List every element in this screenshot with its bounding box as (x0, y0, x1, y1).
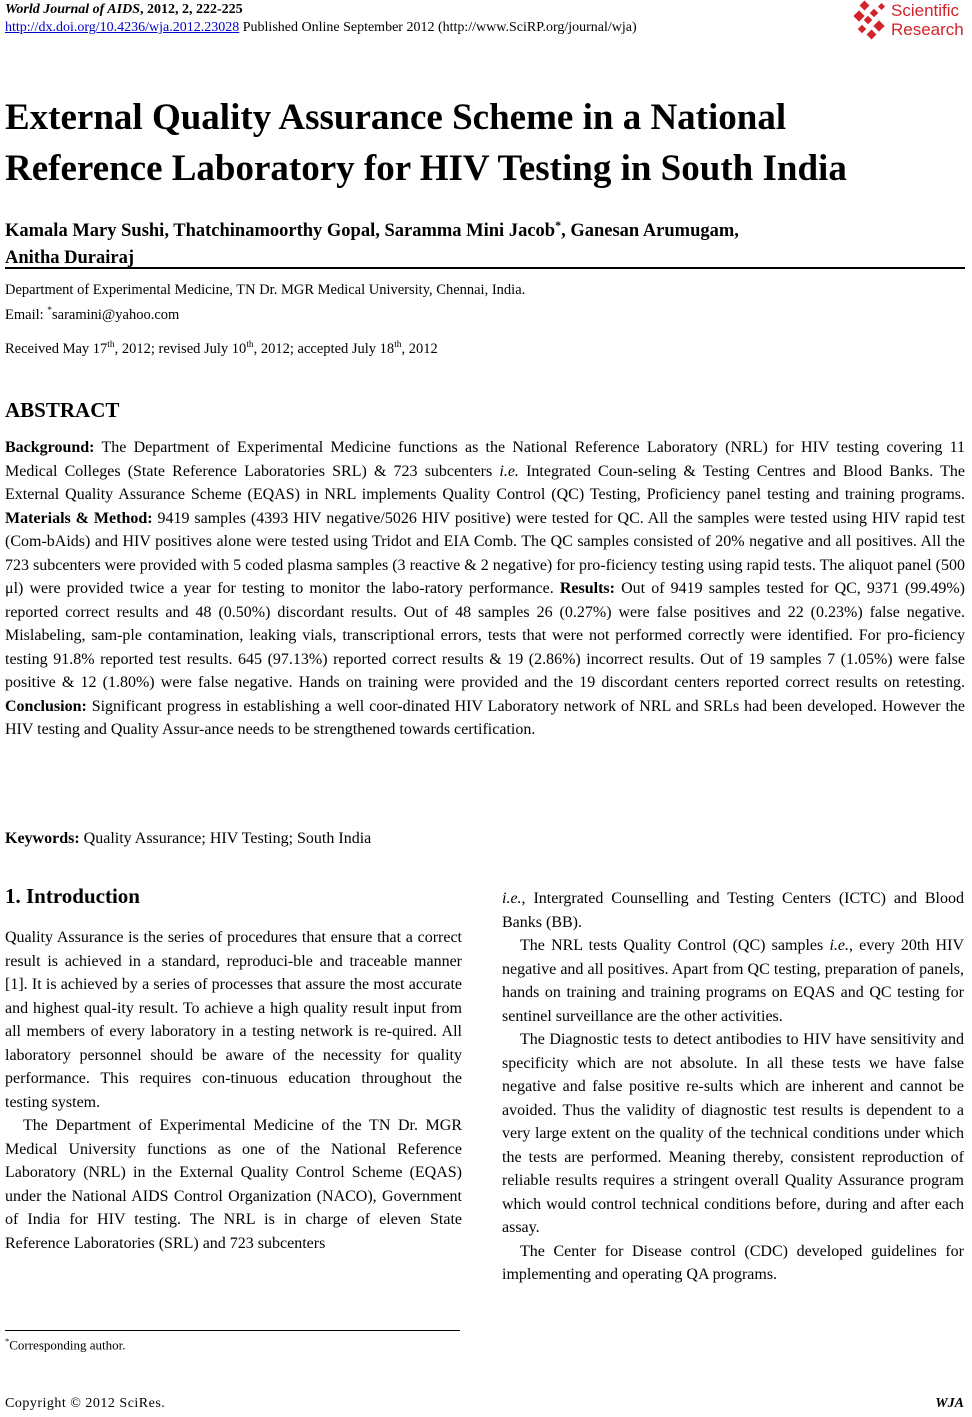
email-star: * (47, 306, 52, 316)
logo-line-scientific: Scientific (891, 1, 960, 20)
doi-link[interactable]: http://dx.doi.org/10.4236/wja.2012.23028 (5, 20, 240, 35)
logo-line-research: Research (891, 20, 964, 39)
doi-line (5, 20, 637, 36)
journal-citation (5, 2, 243, 18)
keywords-text: Quality Assurance; HIV Testing; South India (79, 830, 372, 847)
corresponding-star: * (555, 218, 562, 232)
keywords-label: Keywords: (5, 830, 80, 847)
intro-paragraph-3 (502, 887, 964, 934)
title-line-1: External Quality Assurance Scheme in a National (5, 97, 787, 138)
paper-title (5, 92, 945, 194)
abstract-heading: ABSTRACT (5, 398, 120, 422)
keywords (5, 830, 371, 848)
authors-line-1 (5, 212, 955, 245)
intro-paragraph-2: The Department of Experimental Medicine of the TN Dr. MGR Medical University functions as one of the National Reference Laboratory (NRL) in the External Quality Control Scheme (EQAS) under the National AIDS Control Organization (NACO), Government of India for HIV testing. The NRL is in charge of eleven State Reference Laboratories (SRL) and 723 subcenters (5, 1117, 462, 1252)
footnote-divider (5, 1330, 460, 1331)
volume-info: , 2012, 2, 222-225 (139, 2, 243, 17)
background-text-1: The Department of Experimental Medicine functions as the National Reference Laboratory (NRL) for HIV testing covering 11 Medical Colleges (State Reference Laboratories SRL) & 723 subcenters (5, 439, 965, 480)
results-label: Results: (559, 580, 615, 597)
year: , 2012 (401, 340, 438, 357)
accepted-date: , 2012; accepted July 18 (253, 340, 395, 357)
results-text: Out of 9419 samples tested for QC, 9371 (99.49%) reported correct results and 48 (0.50%) discordant results. Out of 48 samples 26 (0.27%) were false positives and 22 (0.23%) false negative. Mislabeling, sam-ple contamination, leaking vials, transcriptional errors, tests that were not performed correctly were identified. For pro-ficiency testing 91.8% reported test results. 645 (97.13%) reported correct results & 19 (2.86%) incorrect results. Out of 19 samples 7 (1.05%) were false positive & 12 (1.80%) were false negative. Hands on training were provided and the 19 discordant centers reported correct results on retesting. (5, 580, 966, 691)
published-online: Published Online September 2012 (http://www.SciRP.org/journal/wja) (239, 20, 637, 35)
para4-text-1: The NRL tests Quality Control (QC) samples (520, 937, 830, 954)
intro-paragraph-4 (502, 934, 964, 1028)
footnote (5, 1336, 125, 1353)
footnote-star: * (5, 1336, 10, 1346)
department: Department of Experimental Medicine, TN Dr. MGR Medical University, Chennai, India. (5, 282, 526, 298)
title-divider (5, 267, 965, 269)
authors-line-2: Anitha Durairaj (5, 248, 134, 269)
ie-italic: i.e. (502, 890, 522, 907)
email-line (5, 301, 525, 326)
ordinal-suffix: th (107, 340, 115, 350)
email-address[interactable]: saramini@yahoo.com (52, 306, 180, 323)
conclusion-text: Significant progress in establishing a well coor-dinated HIV Laboratory network of NRL and SRLs had been developed. However the HIV testing and Quality Assur-ance needs to be strengthened towards certification. (5, 697, 965, 738)
scirp-logo-icon (849, 0, 889, 42)
journal-name: World Journal of AIDS (5, 2, 140, 17)
ordinal-suffix: th (394, 340, 402, 350)
email-label: Email: (5, 306, 48, 323)
background-text-2: Integrated Coun-seling & Testing Centres and Blood Banks. The External Quality Assurance Scheme (EQAS) in NRL implements Quality Control (QC) Testing, Proficiency panel testing and training programs. (5, 462, 966, 503)
background-label: Background: (5, 439, 95, 456)
ordinal-suffix: th (246, 340, 254, 350)
intro-paragraph-1: Quality Assurance is the series of procedures that ensure that a correct result is achieved in a standard, reproduci-ble and traceable manner [1]. It is achieved by a series of processes that assure the most accurate and highest qual-ity result. To achieve a high quality result input from all members of every laboratory in a testing network is re-quired. All laboratory personnel should be aware of the necessity for quality performance. This requires con-tinuous education throughout the testing system. (5, 929, 462, 1111)
intro-paragraph-6: The Center for Disease control (CDC) developed guidelines for implementing and operating QA programs. (502, 1242, 964, 1283)
methods-label: Materials & Method: (5, 509, 153, 527)
received-date: Received May 17 (5, 340, 108, 357)
logo-text (891, 1, 964, 39)
conclusion-label: Conclusion: (5, 697, 87, 715)
right-column (502, 887, 964, 1287)
affiliation (5, 280, 525, 326)
para4-text-2: , every 20th HIV negative and all positives. Apart from QC testing, preparation of panels, hands on training and training programs on EQAS and QC testing for sentinel surveillance are the other activities. (502, 937, 964, 1025)
authors-part-2: , Ganesan Arumugam, (561, 221, 739, 242)
para3-text: , Intergrated Counselling and Testing Centers (ICTC) and Blood Banks (BB). (502, 890, 964, 931)
revised-date: , 2012; revised July 10 (114, 340, 247, 357)
author-list (5, 212, 955, 272)
title-line-2: Reference Laboratory for HIV Testing in South India (5, 148, 847, 189)
left-column (5, 926, 462, 1255)
section-heading-introduction: 1. Introduction (5, 884, 140, 908)
copyright: Copyright © 2012 SciRes. (5, 1396, 166, 1411)
publisher-logo (849, 0, 969, 42)
journal-abbreviation: WJA (935, 1396, 964, 1411)
footnote-text: Corresponding author. (9, 1337, 126, 1353)
intro-paragraph-5: The Diagnostic tests to detect antibodies to HIV have sensitivity and specificity which are not absolute. In all these tests we have false negative and false positive re-sults which are inherent and cannot be avoided. Thus the validity of diagnostic test results is dependent to a very large extent on the quality of the technical conditions under which the tests are performed. Meaning thereby, consistent reproduction of reliable results requires a stringent overall Quality Assurance program which would control technical conditions before, during and after each assay. (502, 1031, 964, 1236)
background-ie: i.e. (499, 462, 519, 480)
ie-italic: i.e. (829, 937, 849, 954)
methods-text: 9419 samples (4393 HIV negative/5026 HIV positive) were tested for QC. All the samples were tested using HIV rapid test (Com-bAids) and HIV positives alone were tested using Tridot and EIA Comb. The QC samples consisted of 20% negative and all positives. All the 723 subcenters were provided with 5 coded plasma samples (3 reactive & 2 negative) for pro-ficiency testing using rapid tests. The aliquot panel (500 μl) were provided twice a year for testing to monitor the labo-ratory performance. (5, 509, 966, 597)
received-dates (5, 340, 438, 358)
abstract-body (5, 436, 965, 742)
authors-part-1: Kamala Mary Sushi, Thatchinamoorthy Gopal, Saramma Mini Jacob (5, 221, 556, 242)
